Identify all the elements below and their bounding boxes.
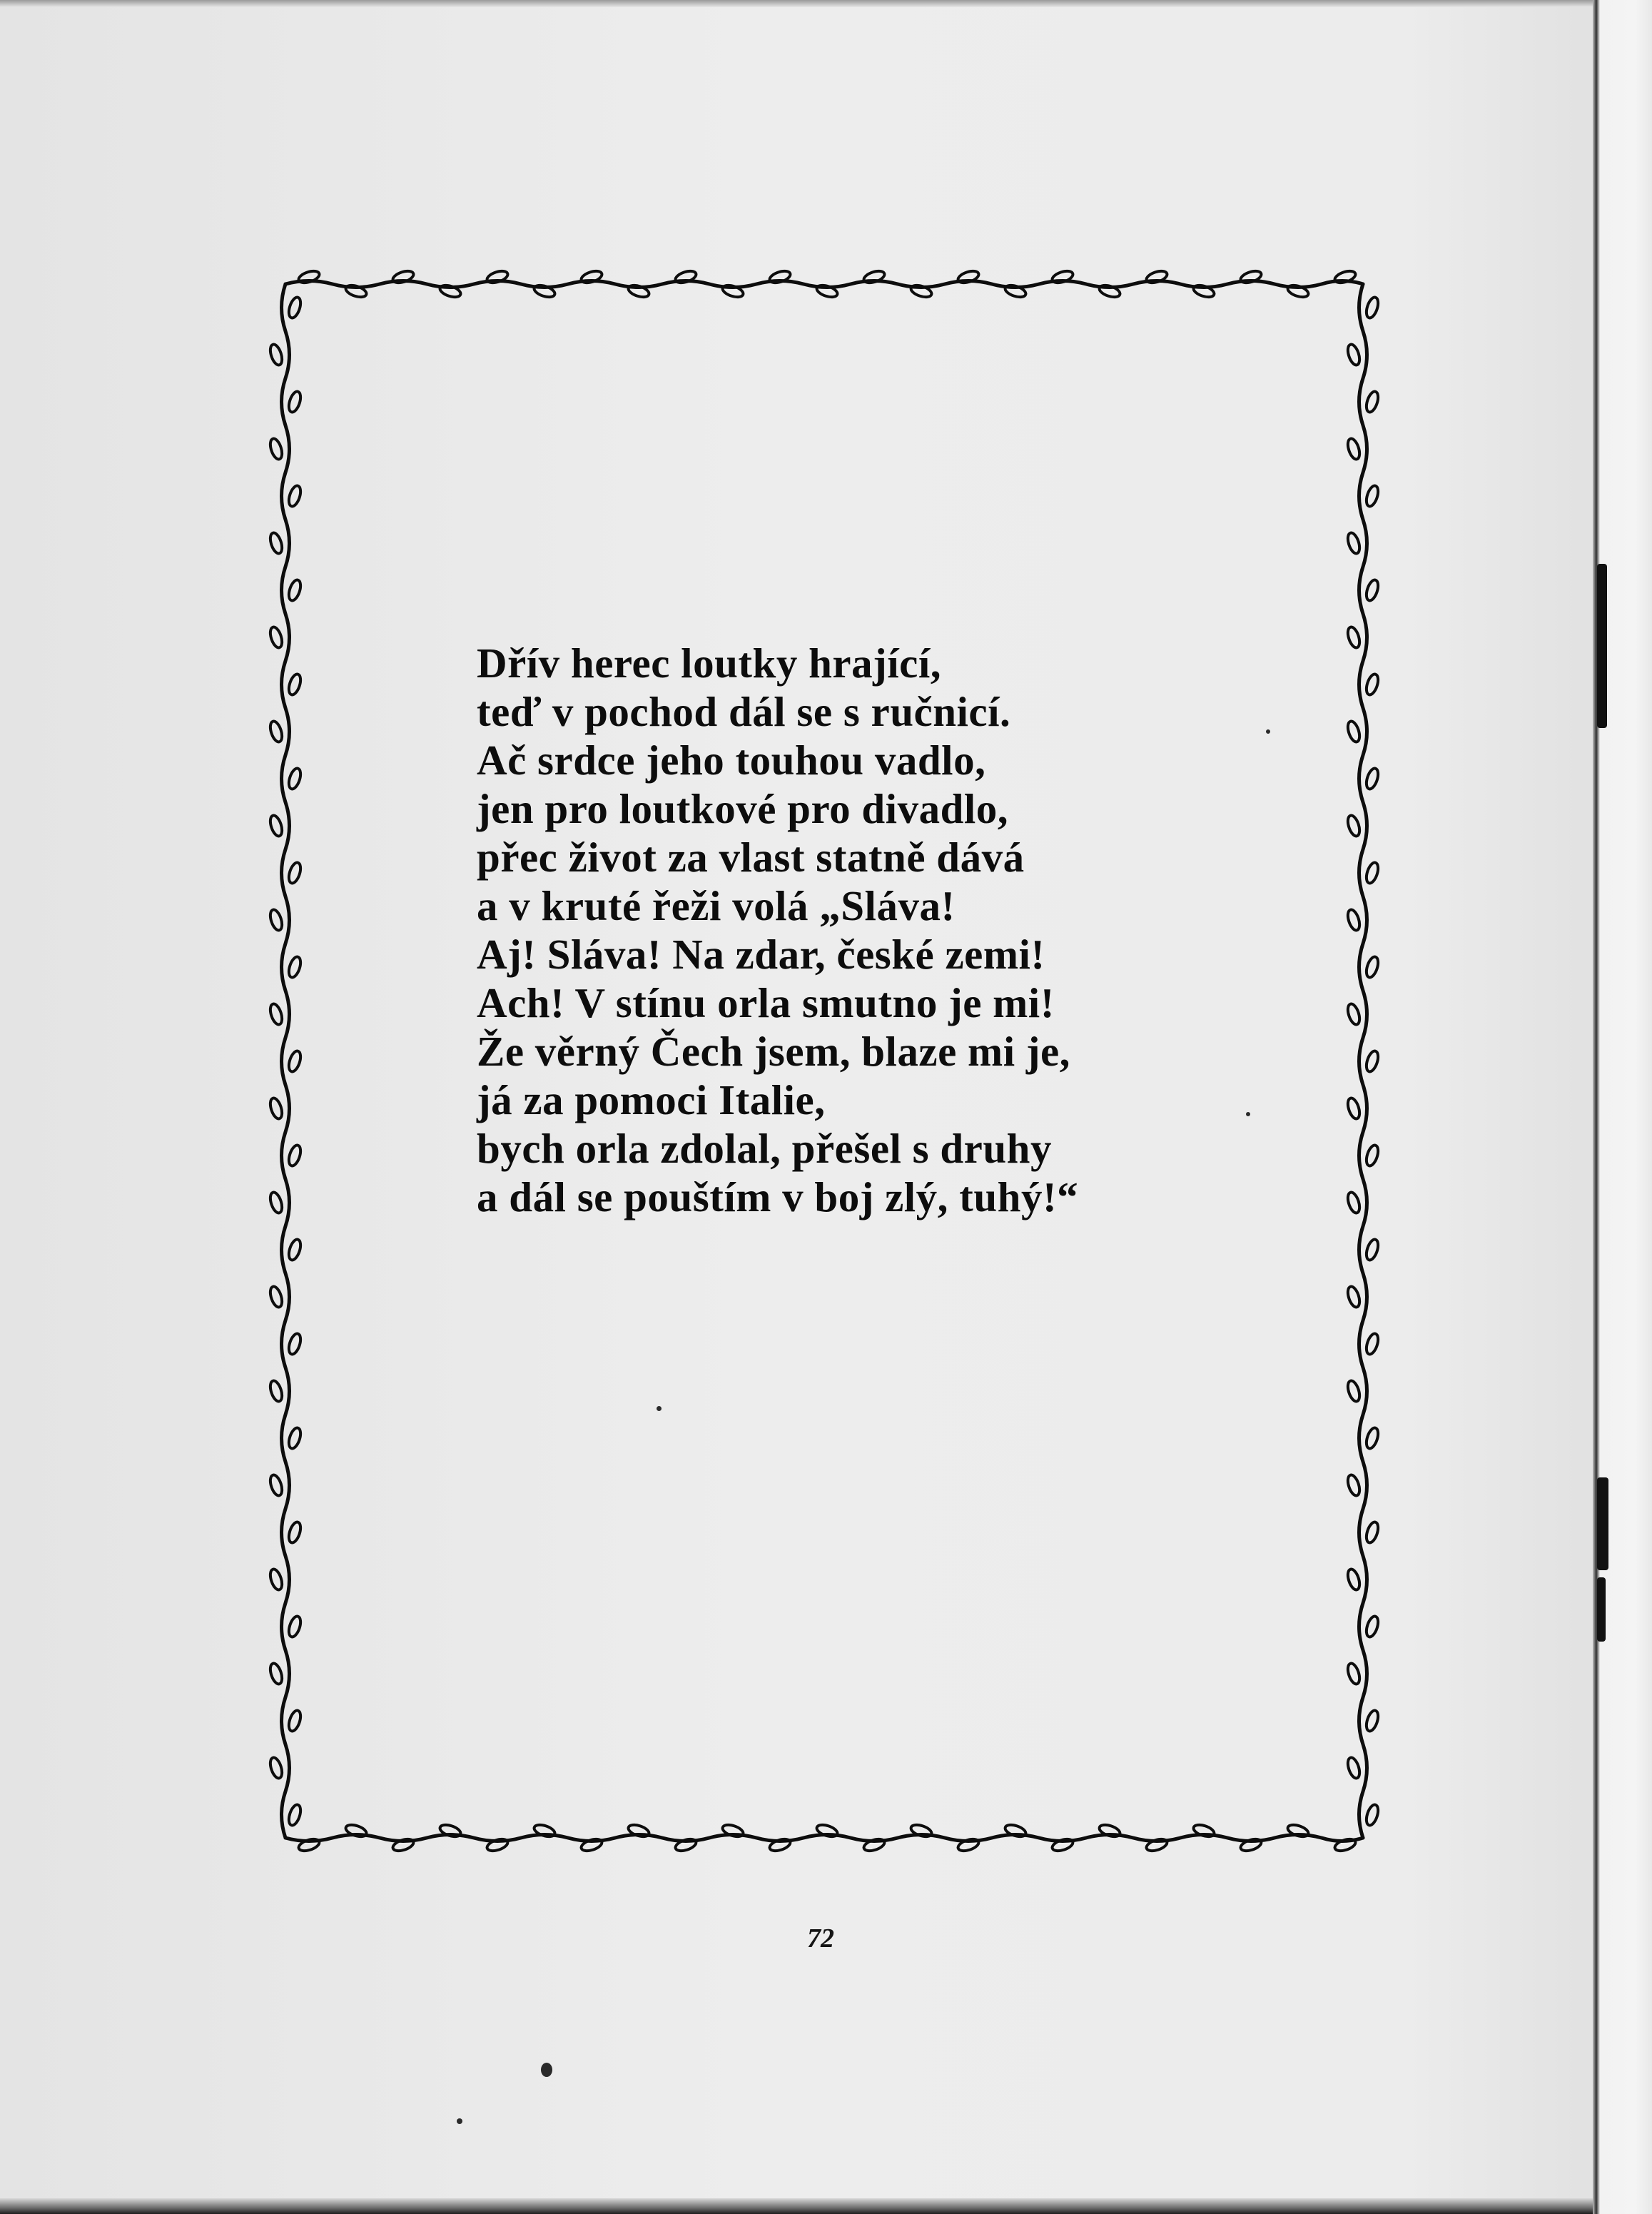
poem-line: Ach! V stínu orla smutno je mi! [477, 979, 1055, 1026]
poem-line: jen pro loutkové pro divadlo, [477, 785, 1009, 832]
dust-speck [657, 1406, 662, 1411]
poem-line: Dřív herec loutky hrající, [477, 640, 941, 687]
binding-mark [1597, 1577, 1606, 1642]
poem-line: teď v pochod dál se s ručnicí. [477, 688, 1011, 735]
poem-line: bych orla zdolal, přešel s druhy [477, 1125, 1052, 1172]
poem-line: a v kruté řeži volá „Sláva! [477, 882, 956, 929]
page-right-edge [1593, 0, 1652, 2214]
poem-line: Ač srdce jeho touhou vadlo, [477, 737, 986, 784]
dust-speck [1246, 1112, 1250, 1116]
dust-speck [541, 2063, 552, 2077]
poem-line: Že věrný Čech jsem, blaze mi je, [477, 1028, 1070, 1075]
dust-speck [457, 2118, 462, 2124]
poem-line: já za pomoci Italie, [477, 1076, 826, 1123]
poem-line: Aj! Sláva! Na zdar, české zemi! [477, 931, 1045, 978]
binding-mark [1597, 1477, 1608, 1570]
poem-line: přec život za vlast statně dává [477, 834, 1025, 881]
binding-mark [1597, 564, 1607, 728]
page-top-shadow [0, 0, 1593, 7]
poem-stanza [477, 639, 1297, 1221]
poem-line: a dál se pouštím v boj zlý, tuhý!“ [477, 1173, 1079, 1220]
page-bottom-shadow [0, 2198, 1593, 2214]
dust-speck [1266, 729, 1270, 734]
page-number: 72 [807, 1924, 834, 1953]
